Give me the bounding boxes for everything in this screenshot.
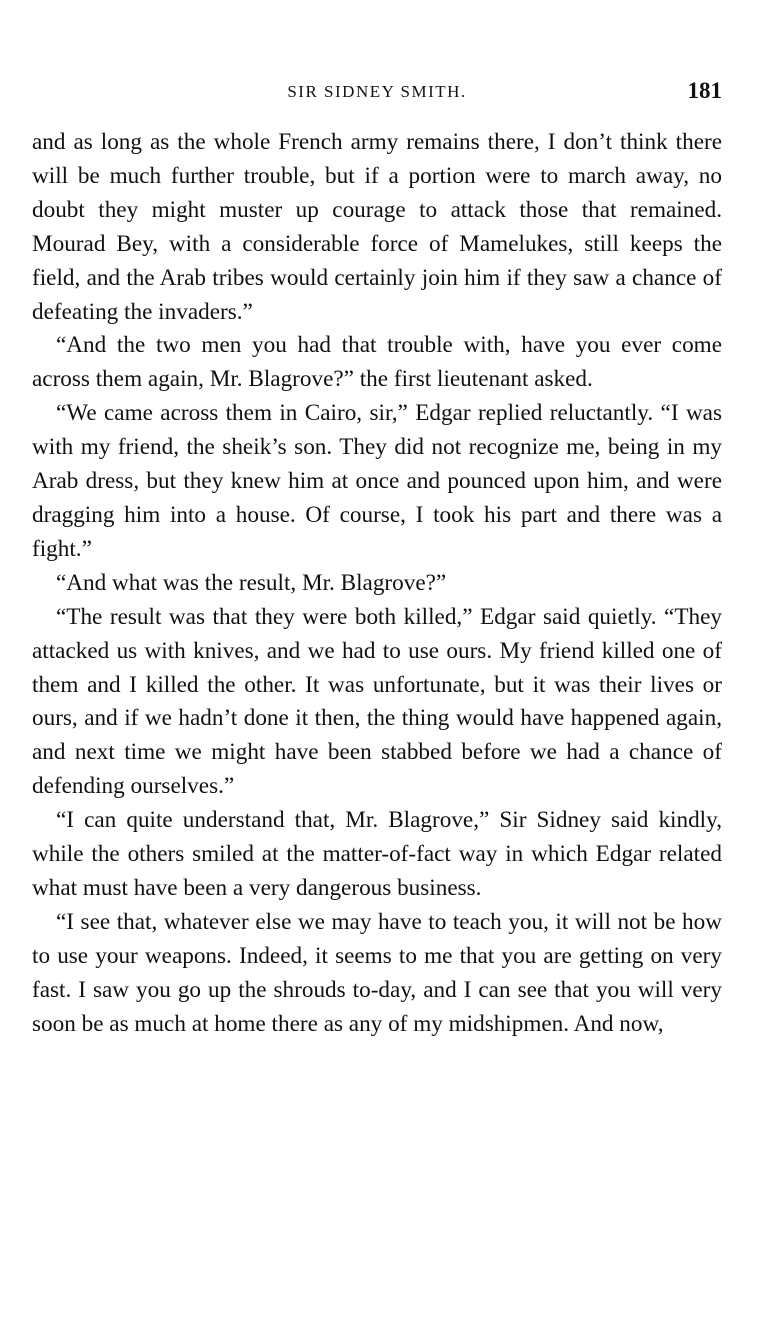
page-number: 181 [687, 78, 722, 103]
running-title: SIR SIDNEY SMITH. [287, 82, 467, 101]
paragraph-weapons: “I see that, whatever else we may have to teach you, it will not be how to use your weapons. Indeed, it seems to me that you are getting on very fast. I saw you go up the shrouds to-day, and I can see that you will very soon be as much at home there as any of my midshipmen. And now, [32, 908, 722, 1037]
running-head [32, 78, 722, 108]
paragraph-sir-sidney: “I can quite understand that, Mr. Blagrove,” Sir Sidney said kindly, while the others smiled at the matter-of-fact way in which Edgar related what must have been a very dangerous business. [32, 807, 722, 901]
paragraph-result-answer: “The result was that they were both killed,” Edgar said quietly. “They attacked us with knives, and we had to use ours. My friend killed one of them and I killed the other. It was unfortunate, but it was their lives or ours, and if we hadn’t done it then, the thing would have happened again, and next time we might have been stabbed before we had a chance of defending ourselves.” [32, 603, 722, 800]
body-text [32, 126, 722, 1041]
paragraph-lieutenant-question: “And the two men you had that trouble with, have you ever come across them again, Mr. Blagrove?” the first lieutenant asked. [32, 332, 722, 393]
paragraph-continued: and as long as the whole French army remains there, I don’t think there will be much further trouble, but if a portion were to march away, no doubt they might muster up courage to attack those that remained. Mourad Bey, with a considerable force of Mamelukes, still keeps the field, and the Arab tribes would certainly join him if they saw a chance of defeating the invaders.” [32, 129, 722, 325]
paragraph-result-question: “And what was the result, Mr. Blagrove?” [56, 569, 447, 596]
paragraph-edgar-reply: “We came across them in Cairo, sir,” Edgar replied reluctantly. “I was with my friend, the sheik’s son. They did not recognize me, being in my Arab dress, but they knew him at once and pounced upon him, and were dragging him into a house. Of course, I took his part and there was a fight.” [32, 400, 722, 562]
